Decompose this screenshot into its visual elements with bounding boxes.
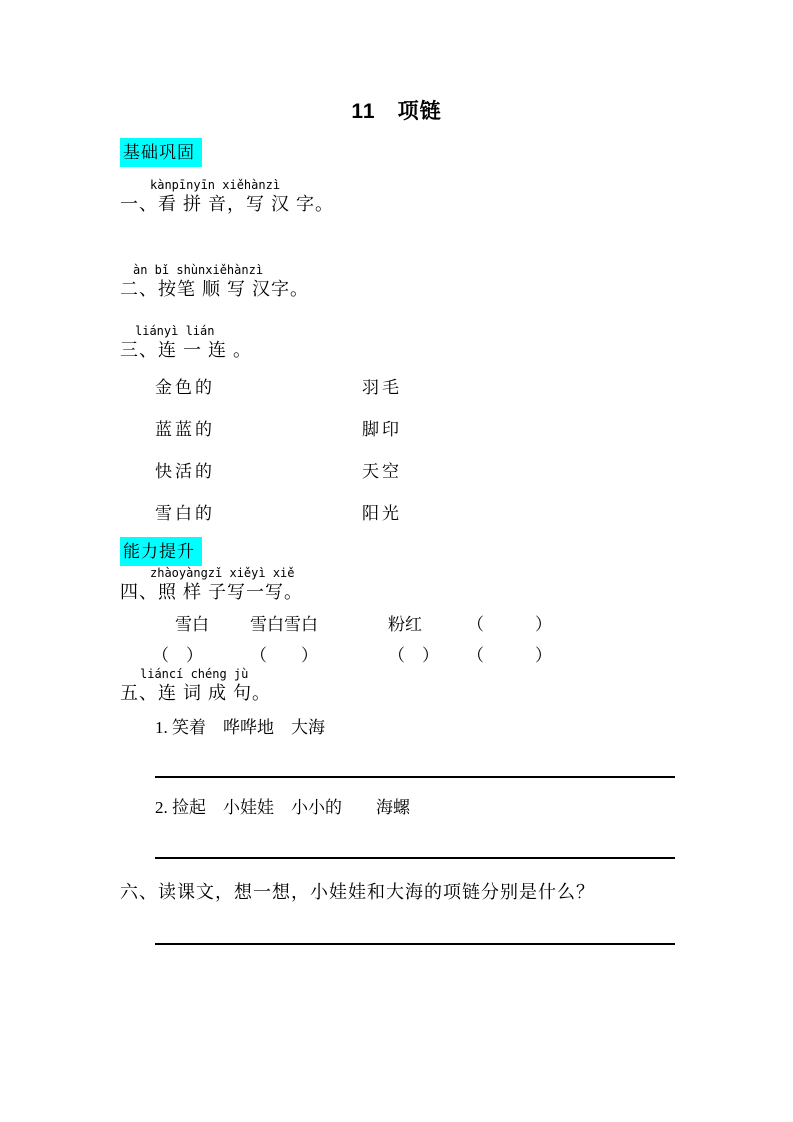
exercise-1-pinyin: kànpīnyīn xiěhànzì [150,178,281,192]
match-right-4: 阳光 [362,504,402,523]
match-left-3: 快活的 [155,462,215,481]
exercise-4-label: 四、照 样 子写一写。 [120,582,304,602]
exercise-1-label: 一、看 拼 音，写 汉 字。 [120,194,335,214]
pattern-row2-blank4: （ ） [467,646,552,665]
pattern-row1-word1: 雪白 [175,615,209,634]
answer-line-3 [155,943,675,945]
page-title: 11 项链 [351,100,442,123]
sentence-item-1: 1. 笑着 哗哗地 大海 [155,718,325,737]
pattern-row2-blank3: （ ） [388,646,439,665]
exercise-3-label: 三、连 一 连 。 [120,340,253,360]
pattern-row1-word3: 粉红 [388,615,422,634]
exercise-4-pinyin: zhàoyàngzǐ xiěyì xiě [150,566,295,580]
match-right-2: 脚印 [362,420,402,439]
match-right-1: 羽毛 [362,378,402,397]
exercise-5-label: 五、连 词 成 句。 [120,683,272,703]
match-right-3: 天空 [362,462,402,481]
section-header-basic: 基础巩固 [120,138,202,167]
exercise-2-label: 二、按笔 顺 写 汉字。 [120,279,310,299]
match-left-1: 金色的 [155,378,215,397]
exercise-2-pinyin: àn bǐ shùnxiěhànzì [133,263,264,277]
section-header-advanced: 能力提升 [120,537,202,566]
pattern-row1-blank4: （ ） [467,615,552,634]
pattern-row2-blank2: （ ） [250,646,318,665]
exercise-3-pinyin: liányì lián [135,324,215,338]
match-left-2: 蓝蓝的 [155,420,215,439]
sentence-item-2: 2. 捡起 小娃娃 小小的 海螺 [155,798,410,817]
pattern-row1-word2: 雪白雪白 [250,615,318,634]
answer-line-2 [155,857,675,859]
answer-line-1 [155,776,675,778]
exercise-5-pinyin: liáncí chéng jù [140,667,249,681]
match-left-4: 雪白的 [155,504,215,523]
pattern-row2-blank1: （ ） [152,646,203,665]
exercise-6-label: 六、读课文，想一想，小娃娃和大海的项链分别是什么？ [120,882,595,902]
